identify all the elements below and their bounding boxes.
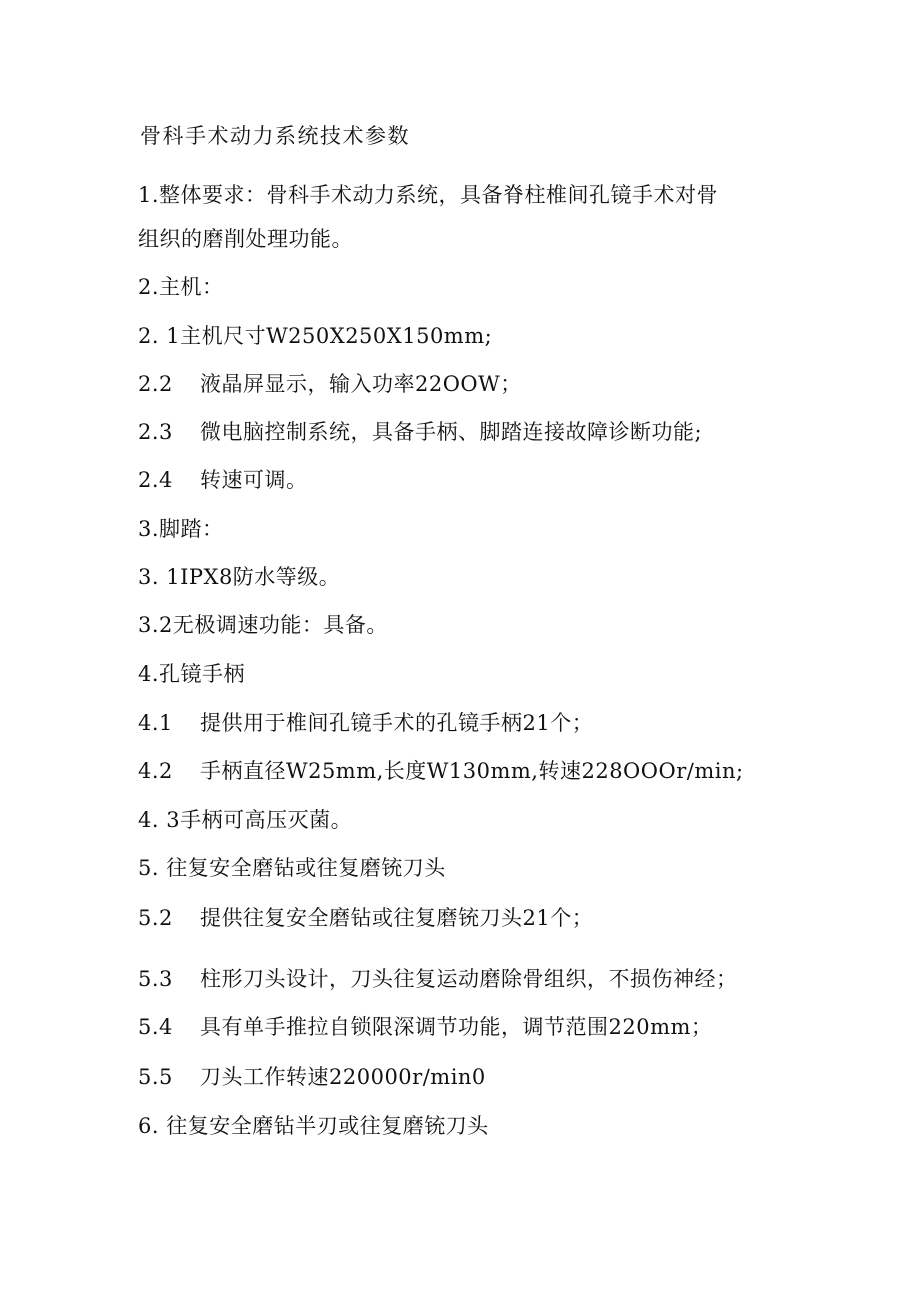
item-number: 2.4 bbox=[138, 468, 173, 492]
paragraph-line bbox=[138, 805, 352, 835]
paragraph-line bbox=[138, 272, 224, 302]
paragraph-text: 2.主机： bbox=[138, 275, 224, 299]
paragraph-text: 1.整体要求：骨科手术动力系统，具备脊柱椎间孔镜手术对骨 bbox=[138, 183, 719, 207]
paragraph-text: 组织的磨削处理功能。 bbox=[138, 227, 353, 251]
paragraph-text: 5. 往复安全磨钻或往复磨铳刀头 bbox=[138, 856, 446, 880]
item-text: 提供用于椎间孔镜手术的孔镜手柄21个； bbox=[200, 711, 594, 735]
paragraph-text: 3.脚踏： bbox=[138, 517, 224, 541]
paragraph-line bbox=[138, 369, 522, 399]
item-text: 转速可调。 bbox=[200, 468, 308, 492]
paragraph-line bbox=[138, 659, 245, 689]
paragraph-line bbox=[138, 964, 738, 994]
item-number: 2.2 bbox=[138, 372, 173, 396]
item-number: 4.2 bbox=[138, 759, 173, 783]
paragraph-line bbox=[138, 514, 224, 544]
paragraph-line bbox=[138, 756, 744, 786]
paragraph-line bbox=[138, 610, 388, 640]
item-text: 液晶屏显示，输入功率22OOW； bbox=[200, 372, 522, 396]
paragraph-line bbox=[138, 417, 702, 447]
item-text: 刀头工作转速220000r∕min0 bbox=[200, 1065, 486, 1089]
paragraph-text: 6. 往复安全磨钻半刃或往复磨铳刀头 bbox=[138, 1114, 489, 1138]
paragraph-line bbox=[138, 465, 308, 495]
paragraph-line bbox=[138, 708, 593, 738]
paragraph-text: 4. 3手柄可高压灭菌。 bbox=[138, 808, 353, 832]
paragraph-line bbox=[138, 853, 446, 883]
paragraph-text: 4.孔镜手柄 bbox=[138, 662, 246, 686]
document-title: 骨科手术动力系统技术参数 bbox=[140, 124, 410, 148]
paragraph-line bbox=[138, 321, 492, 351]
item-number: 2.3 bbox=[138, 420, 173, 444]
paragraph-line bbox=[138, 562, 340, 592]
item-number: 5.5 bbox=[138, 1065, 173, 1089]
paragraph-text: 3. 1IPX8防水等级。 bbox=[138, 565, 341, 589]
paragraph-line bbox=[138, 1111, 489, 1141]
item-number: 5.3 bbox=[138, 967, 173, 991]
paragraph-text: 3.2无极调速功能：具备。 bbox=[138, 613, 388, 637]
paragraph-text: 2. 1主机尺寸W250X250X150mm; bbox=[138, 324, 493, 348]
item-number: 5.4 bbox=[138, 1015, 173, 1039]
item-number: 5.2 bbox=[138, 906, 173, 930]
item-text: 微电脑控制系统，具备手柄、脚踏连接故障诊断功能; bbox=[200, 420, 703, 444]
paragraph-line bbox=[138, 1012, 712, 1042]
paragraph-line bbox=[138, 224, 353, 254]
item-text: 手柄直径W25mm,长度W130mm,转速228OOOr∕min; bbox=[200, 759, 744, 783]
item-text: 柱形刀头设计，刀头往复运动磨除骨组织，不损伤神经； bbox=[200, 967, 738, 991]
paragraph-line bbox=[138, 180, 718, 210]
paragraph-line bbox=[138, 903, 593, 933]
paragraph-line bbox=[138, 1062, 486, 1092]
item-number: 4.1 bbox=[138, 711, 173, 735]
item-text: 提供往复安全磨钻或往复磨铳刀头21个； bbox=[200, 906, 594, 930]
item-text: 具有单手推拉自锁限深调节功能，调节范围220mm； bbox=[200, 1015, 713, 1039]
